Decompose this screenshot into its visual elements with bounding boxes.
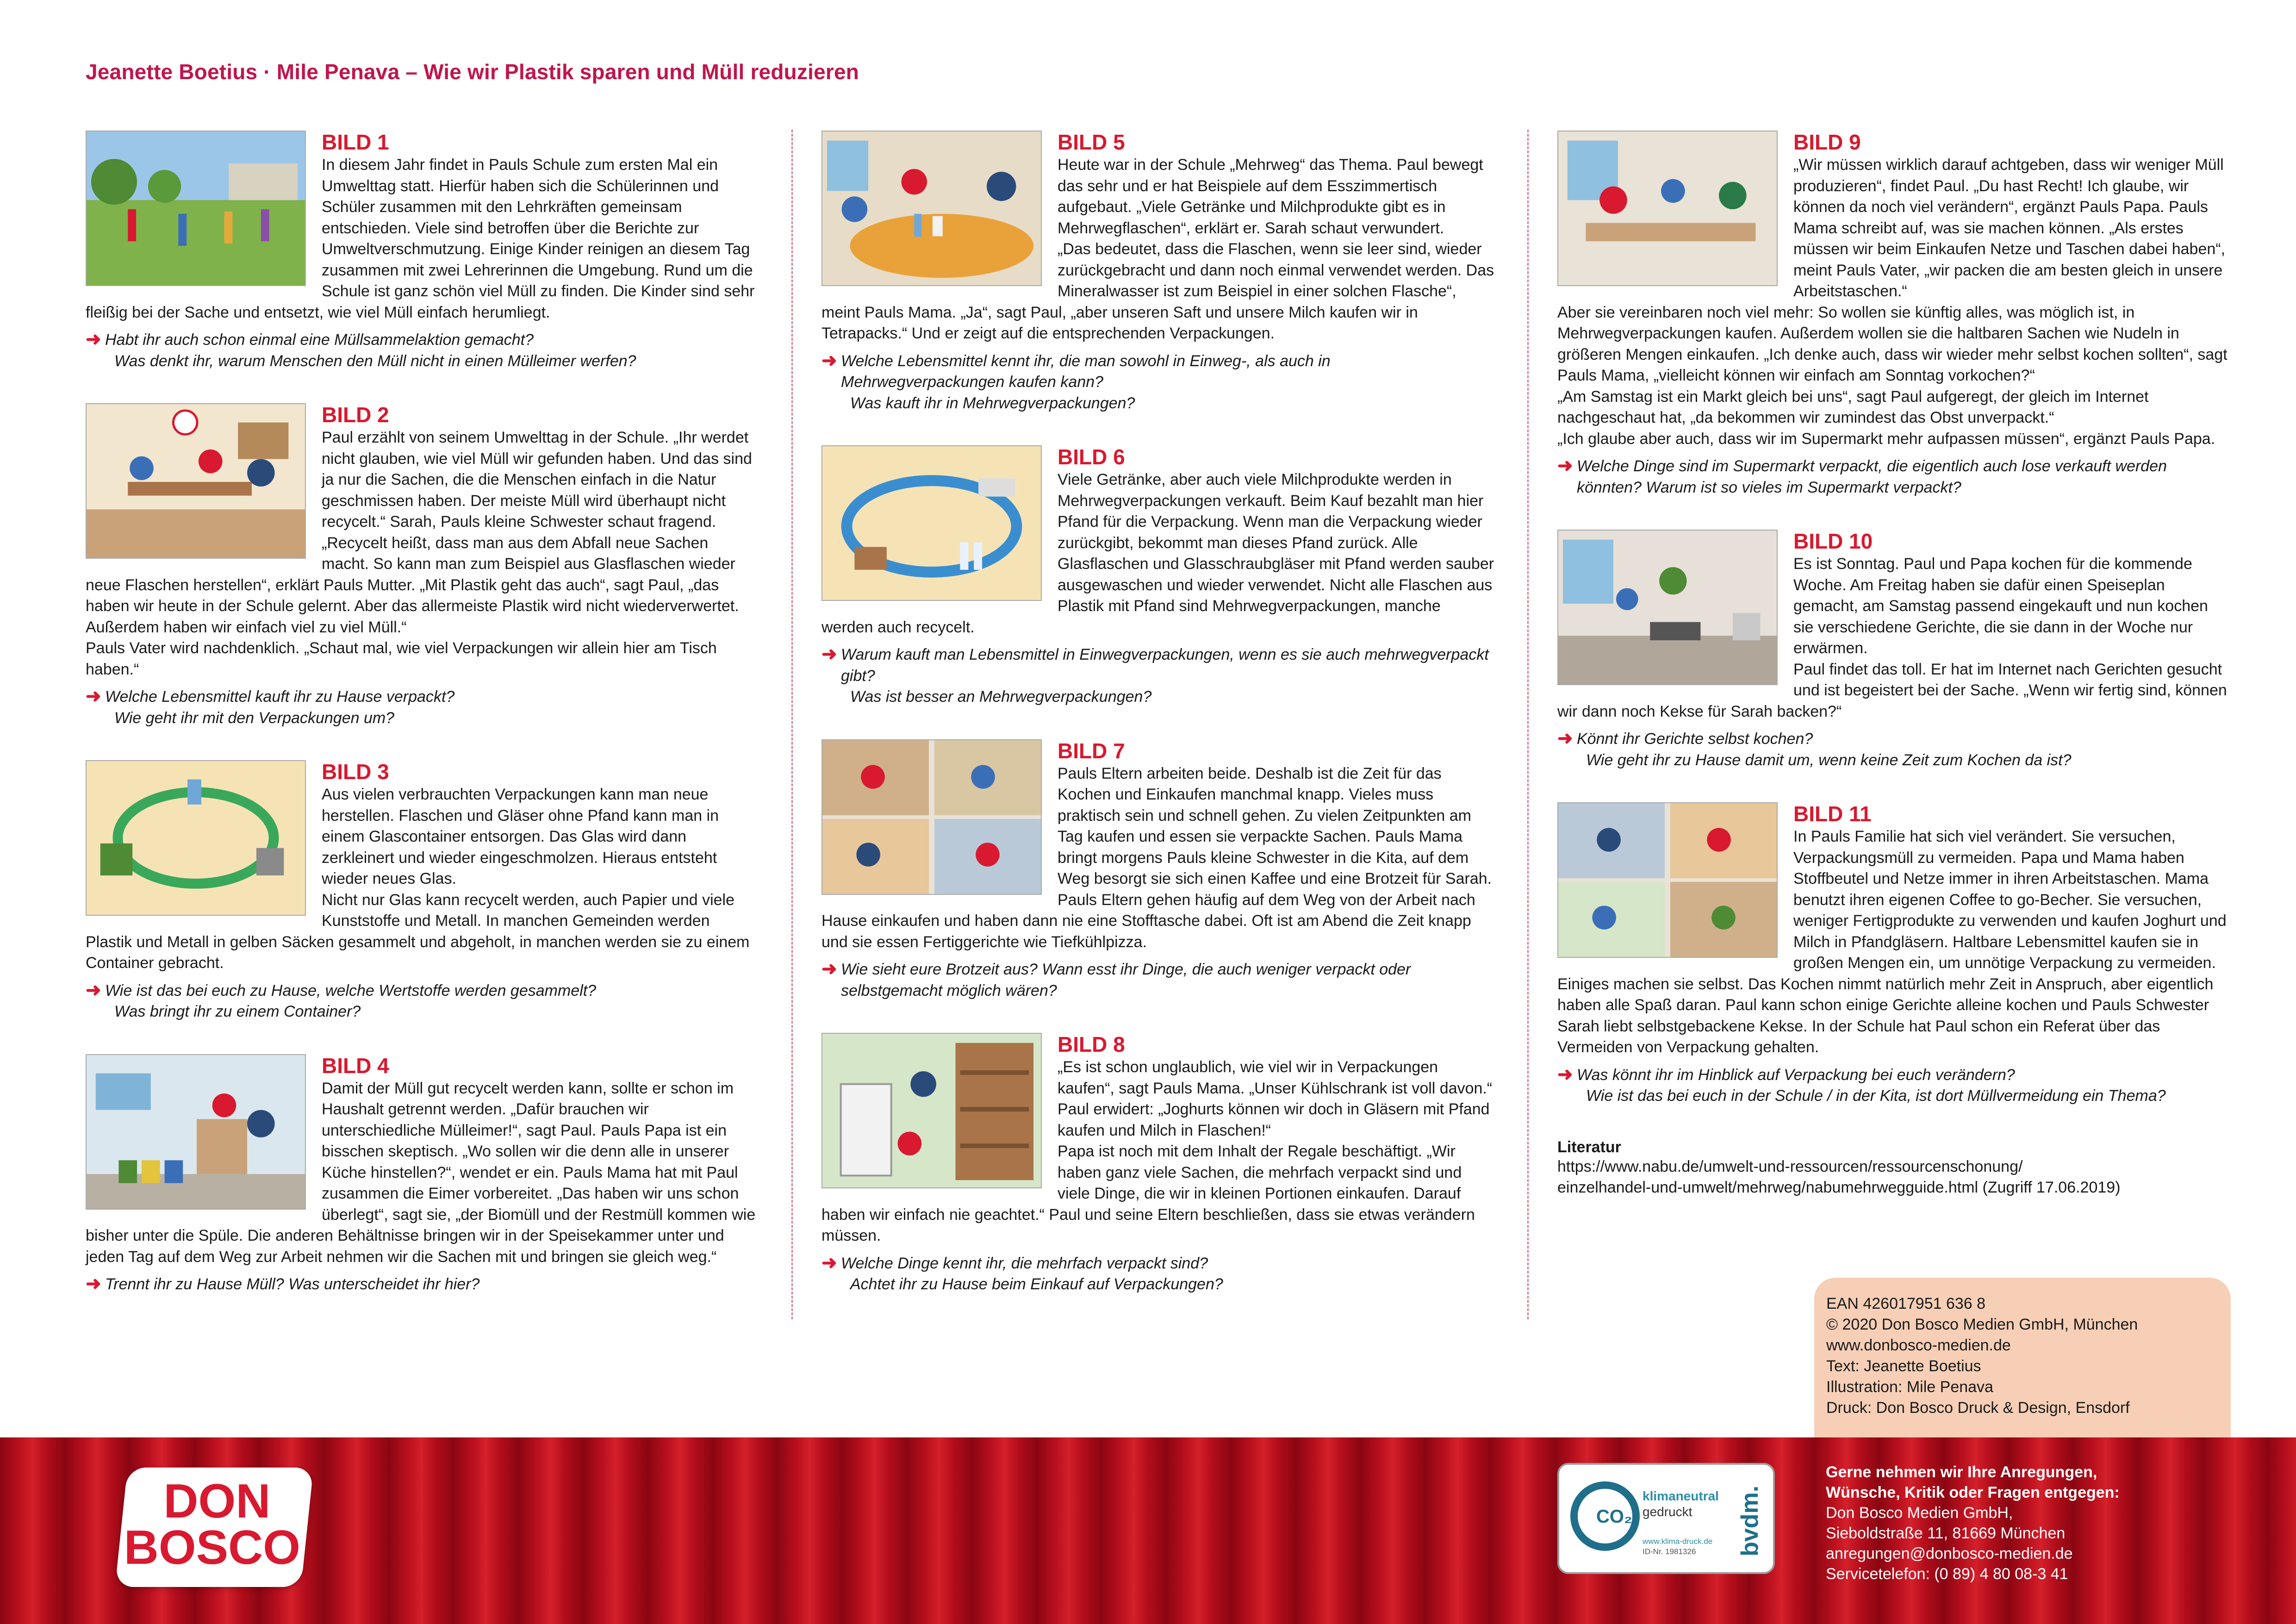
- climate-label: gedruckt: [1643, 1505, 1692, 1519]
- section-bild-4: [86, 1054, 759, 1295]
- section-title: BILD 8: [1058, 1032, 1125, 1056]
- column-divider: [791, 130, 793, 1319]
- red-arrow-icon: ➜: [86, 686, 101, 706]
- red-arrow-icon: ➜: [1557, 1064, 1573, 1085]
- contact-email[interactable]: anregungen@donbosco-medien.de: [1826, 1545, 2073, 1562]
- section-bild-2: [86, 403, 759, 729]
- question-block: [1557, 1065, 2231, 1107]
- question: Welche Dinge kennt ihr, die mehrfach verpackt sind?: [841, 1254, 1208, 1272]
- red-arrow-icon: ➜: [1557, 728, 1573, 749]
- imprint-box: [1814, 1278, 2231, 1463]
- question: Was könnt ihr im Hinblick auf Verpackung bei euch verändern?: [1577, 1066, 2015, 1084]
- imprint-line[interactable]: www.donbosco-medien.de: [1826, 1337, 2011, 1354]
- illustration-bild-8: [821, 1033, 1042, 1188]
- red-arrow-icon: ➜: [821, 350, 837, 371]
- contact-heading: Wünsche, Kritik oder Fragen entgegen:: [1826, 1484, 2120, 1501]
- question: Wie ist das bei euch zu Hause, welche Wertstoffe werden gesammelt?: [105, 981, 597, 999]
- question: Welche Lebensmittel kennt ihr, die man sowohl in Einweg-, als auch in Mehrwegverpackungen kaufen kann?: [841, 352, 1331, 391]
- question-block: [821, 959, 1495, 1001]
- column-divider: [1527, 130, 1529, 1319]
- illustration-bild-6: [821, 445, 1042, 601]
- section-title: BILD 10: [1793, 529, 1873, 553]
- imprint-line: © 2020 Don Bosco Medien GmbH, München: [1826, 1316, 2138, 1333]
- question: Wie sieht eure Brotzeit aus? Wann esst ihr Dinge, die auch weniger verpackt oder selbstgemacht möglich wären?: [841, 961, 1411, 999]
- contact-heading: Gerne nehmen wir Ihre Anregungen,: [1826, 1463, 2097, 1481]
- don-bosco-logo: [115, 1468, 313, 1587]
- question-block: [1557, 456, 2231, 498]
- question-block: [821, 644, 1495, 708]
- section-title: BILD 5: [1058, 130, 1125, 154]
- question: Achtet ihr zu Hause beim Einkauf auf Verpackungen?: [850, 1275, 1223, 1293]
- climate-url: www.klima-druck.de: [1643, 1537, 1713, 1546]
- section-title: BILD 7: [1058, 738, 1125, 763]
- question-block: [821, 351, 1495, 414]
- logo-text: BOSCO: [124, 1521, 301, 1574]
- climate-neutral-badge: [1557, 1463, 1775, 1574]
- section-bild-5: [821, 131, 1495, 414]
- question: Wie ist das bei euch in der Schule / in der Kita, ist dort Müllvermeidung ein Thema?: [1586, 1087, 2166, 1105]
- section-text: Aus vielen verbrauchten Verpackungen kann man neue herstellen. Flaschen und Gläser ohne Pfand kann man in einem Glascontainer entsorgen. Das Glas wird dann zerkleinert und wieder eingeschmolzen. Hieraus entsteht wieder neues Glas. Nicht nur Glas kann recycelt werden, auch Papier und viele Kunststoffe und Metall. In manchen Gemeinden werden Plastik und Metall in gelben Säcken gesammelt und abgeholt, in manchen werden sie zu einem Container gebracht.: [86, 786, 750, 972]
- section-title: BILD 3: [322, 760, 389, 784]
- question: Wie geht ihr mit den Verpackungen um?: [114, 709, 395, 727]
- literature-link[interactable]: https://www.nabu.de/umwelt-und-ressourcen/ressourcenschonung/ einzelhandel-und-umwelt/mehrweg/nabumehrwegguide.html (Zugriff 17.06.2019): [1557, 1157, 2121, 1196]
- illustration-bild-3: [86, 760, 306, 916]
- section-title: BILD 1: [322, 130, 389, 154]
- red-arrow-icon: ➜: [86, 1274, 101, 1294]
- illustration-bild-11: [1557, 802, 1778, 958]
- section-text: In Pauls Familie hat sich viel verändert. Sie versuchen, Verpackungsmüll zu vermeiden. Papa und Mama haben Stoffbeutel und Netze immer in ihren Arbeitstaschen. Mama benutzt ihren eigenen Coffee to go-Becher. Sie versuchen, weniger Fertigprodukte zu verwenden und kaufen Joghurt und Milch in Pfandgläsern. Haltbare Lebensmittel kaufen sie in großen Mengen ein, um unnötige Verpackung zu vermeiden. Einiges machen sie selbst. Das Kochen nimmt natürlich mehr Zeit in Anspruch, aber eigentlich haben alle Spaß daran. Paul kann schon einige Gerichte alleine kochen und Pauls Schwester Sarah liebt selbstgebackene Kekse. In der Schule hat Paul schon ein Referat über das Vermeiden von Verpackung gehalten.: [1557, 828, 2227, 1056]
- imprint-line: Druck: Don Bosco Druck & Design, Ensdorf: [1826, 1399, 2130, 1417]
- red-arrow-icon: ➜: [821, 1252, 837, 1273]
- question: Was kauft ihr in Mehrwegverpackungen?: [850, 394, 1135, 412]
- section-text: „Es ist schon unglaublich, wie viel wir in Verpackungen kaufen“, sagt Pauls Mama. „Unser Kühlschrank ist voll davon.“ Paul erwidert: „Joghurts können wir doch in Gläsern mit Pfand kaufen und Milch in Flaschen!“ Papa ist noch mit dem Inhalt der Regale beschäftigt. „Wir haben ganz viele Sachen, die mehrfach verpackt sind und viele Dinge, die wir in kleinen Portionen einkaufen. Darauf haben wir einfach nie geachtet.“ Paul und seine Eltern beschließen, dass sie etwas verändern müssen.: [821, 1058, 1493, 1244]
- literature: [1557, 1138, 2231, 1199]
- section-title: BILD 11: [1793, 802, 1872, 826]
- red-arrow-icon: ➜: [86, 329, 101, 350]
- question: Wie geht ihr zu Hause damit um, wenn keine Zeit zum Kochen da ist?: [1586, 751, 2072, 769]
- section-text: In diesem Jahr findet in Pauls Schule zum ersten Mal ein Umwelttag statt. Hierfür haben sich die Schülerinnen und Schüler zusammen mit den Lehrkräften gemeinsam entschieden. Viele sind betroffen über die Berichte zur Umweltverschmutzung. Einige Kinder reinigen an diesem Tag zusammen mit zwei Lehrerinnen die Umgebung. Rund um die Schule ist ganz schön viel Müll zu finden. Die Kinder sind sehr fleißig bei der Sache und entsetzt, wie viel Müll einfach herumliegt.: [86, 156, 755, 321]
- climate-label: klimaneutral: [1643, 1489, 1719, 1503]
- section-bild-6: [821, 445, 1495, 708]
- column-left: [86, 131, 759, 1327]
- column-middle: [821, 131, 1495, 1327]
- illustration-bild-9: [1557, 131, 1778, 286]
- question: Was ist besser an Mehrwegverpackungen?: [850, 688, 1152, 706]
- page-title: Jeanette Boetius · Mile Penava – Wie wir Plastik sparen und Müll reduzieren: [86, 60, 859, 84]
- column-right: [1557, 131, 2231, 1199]
- question-block: [821, 1253, 1495, 1295]
- question: Warum kauft man Lebensmittel in Einwegverpackungen, wenn es sie auch mehrwegverpackt gibt?: [841, 646, 1489, 685]
- red-arrow-icon: ➜: [86, 980, 101, 1000]
- section-text: Heute war in der Schule „Mehrweg“ das Thema. Paul bewegt das sehr und er hat Beispiele auf dem Esszimmertisch aufgebaut. „Viele Getränke und Milchprodukte gibt es in Mehrwegflaschen“, erklärt er. Sarah schaut verwundert. „Das bedeutet, dass die Flaschen, wenn sie leer sind, wieder zurückgebracht und dann noch einmal verwendet werden. Das Mineralwasser ist zum Beispiel in einer solchen Flasche“, meint Pauls Mama. „Ja“, sagt Paul, „aber unseren Saft und unsere Milch kaufen wir in Tetrapacks.“ Und er zeigt auf die entsprechenden Verpackungen.: [821, 156, 1494, 342]
- section-text: Paul erzählt von seinem Umwelttag in der Schule. „Ihr werdet nicht glauben, wie viel Müll wir gefunden haben. Und das sind ja nur die Sachen, die die Menschen einfach in die Natur geschmissen haben. Der meiste Müll wird überhaupt nicht recycelt.“ Sarah, Pauls kleine Schwester schaut fragend. „Recycelt heißt, dass man aus dem Abfall neue Sachen macht. So kann man zum Beispiel aus Glasflaschen wieder neue Flaschen herstellen“, erklärt Pauls Mutter. „Mit Plastik geht das auch“, sagt Paul, „das haben wir heute in der Schule gelernt. Aber das allermeiste Plastik wird nicht wiederverwertet. Außerdem haben wir einfach viel zu viel Müll.“ Pauls Vater wird nachdenklich. „Schaut mal, wie viel Verpackungen wir allein hier am Tisch haben.“: [86, 429, 752, 678]
- literature-title: Literatur: [1557, 1138, 1621, 1156]
- question: Was denkt ihr, warum Menschen den Müll nicht in einen Mülleimer werfen?: [114, 352, 636, 370]
- question-block: [86, 981, 759, 1023]
- co2-label: CO₂: [1596, 1506, 1632, 1527]
- imprint-line: EAN 426017951 636 8: [1826, 1295, 1986, 1312]
- illustration-bild-2: [86, 403, 306, 559]
- question: Habt ihr auch schon einmal eine Müllsammelaktion gemacht?: [105, 331, 534, 349]
- question-block: [86, 1274, 759, 1295]
- section-bild-7: [821, 739, 1495, 1002]
- section-text: „Wir müssen wirklich darauf achtgeben, dass wir weniger Müll produzieren“, findet Paul. „Du hast Recht! Ich glaube, wir können da noch viel verändern“, ergänzt Pauls Papa. Pauls Mama schreibt auf, was sie machen können. „Als erstes müssen wir beim Einkaufen Netze und Taschen dabei haben“, meint Pauls Vater, „wir packen die am besten gleich in unsere Arbeitstaschen.“ Aber sie vereinbaren noch viel mehr: So wollen sie künftig alles, was möglich ist, in Mehrwegverpackungen kaufen. Außerdem wollen sie die haltbaren Sachen wie Nudeln in größeren Mengen einkaufen. „Ich denke auch, dass wir wieder mehr selbst kochen sollten“, sagt Pauls Mama, „vielleicht können wir einfach am Sonntag vorkochen?“ „Am Samstag ist ein Markt gleich bei uns“, sagt Paul aufgeregt, der gleich im Internet nachgeschaut hat, „da bekommen wir zumindest das Obst unverpackt.“ „Ich glaube aber auch, dass wir im Supermarkt mehr aufpassen müssen“, ergänzt Pauls Papa.: [1557, 156, 2228, 448]
- red-arrow-icon: ➜: [821, 644, 837, 664]
- question-block: [1557, 729, 2231, 771]
- question-block: [86, 687, 759, 729]
- section-title: BILD 6: [1058, 445, 1125, 469]
- contact-block: [1826, 1462, 2265, 1584]
- contact-address: Sieboldstraße 11, 81669 München: [1826, 1524, 2066, 1542]
- section-text: Es ist Sonntag. Paul und Papa kochen für die kommende Woche. Am Freitag haben sie dafür einen Speiseplan gemacht, am Samstag passend eingekauft und nun kochen sie verschiedene Gerichte, die sie dann in der Woche nur erwärmen. Paul findet das toll. Er hat im Internet nach Gerichten gesucht und ist begeistert bei der Sache. „Wenn wir fertig sind, können wir dann noch Kekse für Sarah backen?“: [1557, 555, 2227, 720]
- bvdm-logo: bvdm.: [1736, 1485, 1763, 1556]
- illustration-bild-1: [86, 131, 306, 286]
- question: Was bringt ihr zu einem Container?: [114, 1003, 361, 1020]
- question: Welche Dinge sind im Supermarkt verpackt, die eigentlich auch lose verkauft werden könnten? Warum ist so vieles im Supermarkt verpackt?: [1577, 457, 2167, 496]
- section-bild-9: [1557, 131, 2231, 498]
- section-text: Pauls Eltern arbeiten beide. Deshalb ist die Zeit für das Kochen und Einkaufen manchmal knapp. Vieles muss praktisch sein und schnell gehen. Zu vielen Zeitpunkten am Tag kaufen und essen sie verpackte Sachen. Pauls Mama bringt morgens Pauls kleine Schwester in die Kita, auf dem Weg besorgt sie sich einen Kaffee und eine Brotzeit für Sarah. Pauls Eltern gehen häufig auf dem Weg von der Arbeit nach Hause einkaufen und haben dann nie eine Stofftasche dabei. Oft ist am Abend die Zeit knapp und sie essen Fertiggerichte wie Tiefkühlpizza.: [821, 764, 1492, 951]
- contact-company: Don Bosco Medien GmbH,: [1826, 1504, 2013, 1522]
- red-arrow-icon: ➜: [1557, 456, 1573, 476]
- question: Könnt ihr Gerichte selbst kochen?: [1577, 730, 1813, 748]
- section-bild-3: [86, 760, 759, 1023]
- red-arrow-icon: ➜: [821, 959, 837, 979]
- contact-phone: Servicetelefon: (0 89) 4 80 08-3 41: [1826, 1565, 2068, 1583]
- section-bild-8: [821, 1033, 1495, 1295]
- illustration-bild-4: [86, 1054, 306, 1210]
- logo-text: DON: [163, 1474, 271, 1528]
- imprint-line: Illustration: Mile Penava: [1826, 1378, 1993, 1396]
- question: Welche Lebensmittel kauft ihr zu Hause verpackt?: [105, 688, 455, 706]
- illustration-bild-10: [1557, 530, 1778, 685]
- section-title: BILD 2: [322, 403, 389, 427]
- section-text: Damit der Müll gut recycelt werden kann, sollte er schon im Haushalt getrennt werden. „Dafür brauchen wir unterschiedliche Mülleimer!“, sagt Paul. Pauls Papa ist ein bisschen skeptisch. „Wo sollen wir die denn alle in unserer Küche hinstellen?“, wendet er ein. Pauls Mama hat mit Paul zusammen die Eimer vorbereitet. „Das haben wir uns schon überlegt“, sagt sie, „der Biomüll und der Restmüll kommen wie bisher unter die Spüle. Die anderen Behältnisse bringen wir in der Speisekammer unter und jeden Tag auf dem Weg zur Arbeit nehmen wir die Sachen mit und bringen sie gleich weg.“: [86, 1079, 756, 1266]
- section-bild-11: [1557, 802, 2231, 1107]
- question-block: [86, 330, 759, 372]
- section-title: BILD 4: [322, 1053, 389, 1078]
- illustration-bild-5: [821, 131, 1042, 286]
- climate-id: ID-Nr. 1981326: [1643, 1547, 1696, 1556]
- section-text: Viele Getränke, aber auch viele Milchprodukte werden in Mehrwegverpackungen verkauft. Beim Kauf bezahlt man hier Pfand für die Verpackung. Wenn man die Verpackung wieder zurückgibt, bekommt man dieses Pfand zurück. Alle Glasflaschen und Glasschraubgläser mit Pfand werden sauber ausgewaschen und wieder verwendet. Nicht alle Flaschen aus Plastik mit Pfand sind Mehrwegverpackungen, manche werden auch recycelt.: [821, 471, 1494, 636]
- imprint-line: Text: Jeanette Boetius: [1826, 1357, 1981, 1375]
- section-title: BILD 9: [1793, 130, 1861, 154]
- section-bild-10: [1557, 530, 2231, 771]
- illustration-bild-7: [821, 739, 1042, 895]
- section-bild-1: [86, 131, 759, 372]
- question: Trennt ihr zu Hause Müll? Was unterscheidet ihr hier?: [105, 1275, 480, 1293]
